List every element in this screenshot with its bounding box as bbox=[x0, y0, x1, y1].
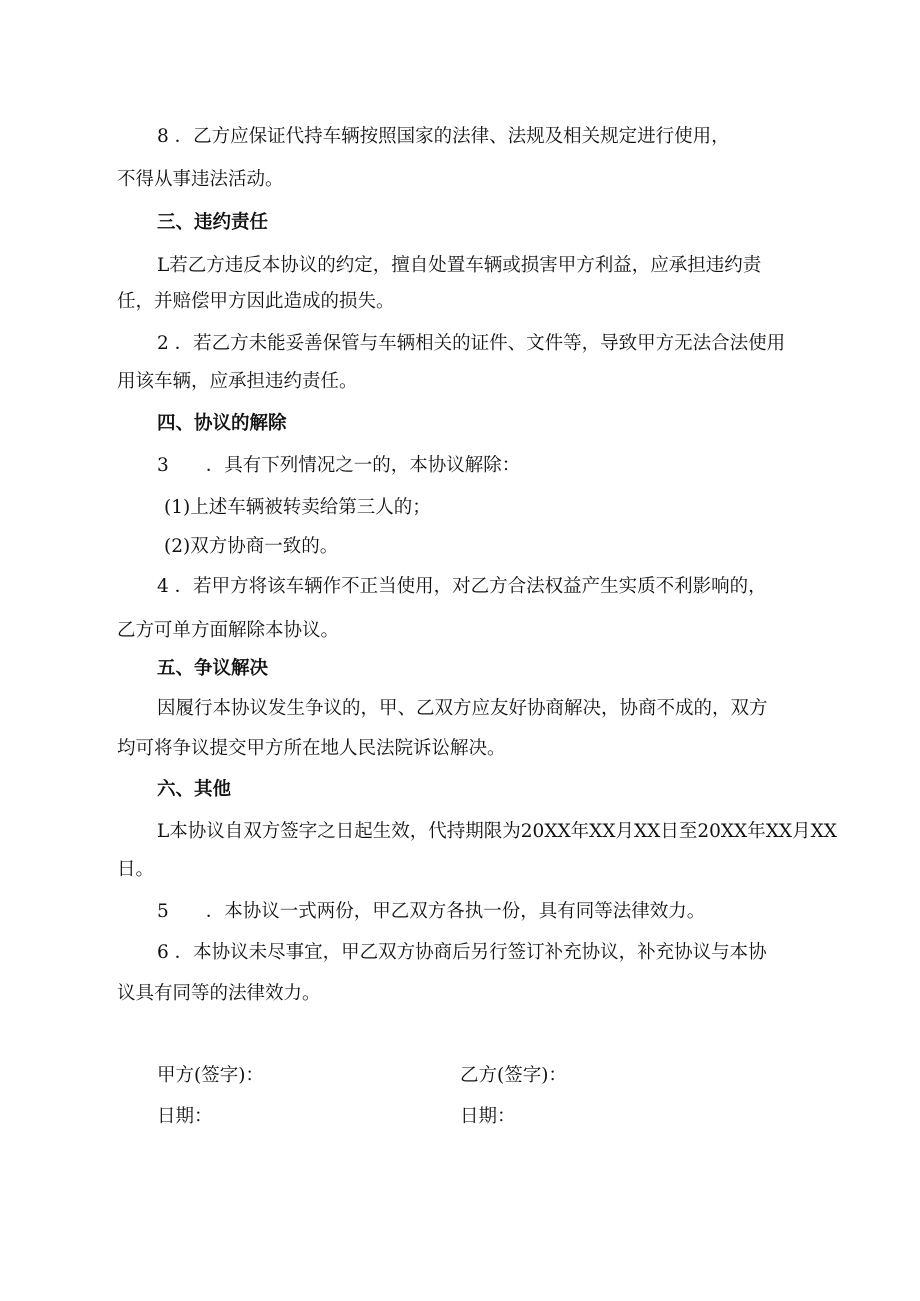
termination-condition-1: (1)上述车辆被转卖给第三人的； bbox=[164, 497, 431, 518]
section-heading-dispute: 五、争议解决 bbox=[157, 658, 269, 679]
breach-clause-2-line-1: 2 ．若乙方未能妥善保管与车辆相关的证件、文件等，导致甲方无法合法使用 bbox=[157, 333, 786, 354]
clause-8-line-1: 8 ．乙方应保证代持车辆按照国家的法律、法规及相关规定进行使用， bbox=[157, 126, 730, 147]
termination-clause-4-line-1: 4 ．若甲方将该车辆作不正当使用，对乙方合法权益产生实质不利影响的， bbox=[157, 576, 767, 597]
section-heading-termination: 四、协议的解除 bbox=[157, 413, 287, 434]
breach-clause-1-line-2: 任，并赔偿甲方因此造成的损失。 bbox=[117, 291, 395, 312]
other-clause-6-line-1: 6 ．本协议未尽事宜，甲乙双方协商后另行签订补充协议，补充协议与本协 bbox=[157, 942, 767, 963]
section-heading-other: 六、其他 bbox=[157, 779, 232, 800]
dispute-clause-line-1: 因履行本协议发生争议的，甲、乙双方应友好协商解决，协商不成的，双方 bbox=[157, 698, 768, 719]
other-clause-5: 5 ．本协议一式两份，甲乙双方各执一份，具有同等法律效力。 bbox=[157, 901, 706, 922]
party-a-date-label: 日期： bbox=[157, 1106, 213, 1127]
dispute-clause-line-2: 均可将争议提交甲方所在地人民法院诉讼解决。 bbox=[117, 738, 506, 759]
party-b-signature-label: 乙方(签字)： bbox=[460, 1065, 567, 1086]
other-clause-1-line-1: L本协议自双方签字之日起生效，代持期限为20XX年XX月XX日至20XX年XX月XX bbox=[157, 821, 837, 842]
termination-clause-3: 3 ．具有下列情况之一的，本协议解除： bbox=[157, 455, 521, 476]
other-clause-6-line-2: 议具有同等的法律效力。 bbox=[117, 983, 321, 1004]
termination-condition-2: (2)双方协商一致的。 bbox=[164, 536, 339, 557]
breach-clause-2-line-2: 用该车辆，应承担违约责任。 bbox=[117, 371, 358, 392]
clause-8-line-2: 不得从事违法活动。 bbox=[117, 169, 284, 190]
party-a-signature-label: 甲方(签字)： bbox=[157, 1065, 264, 1086]
termination-clause-4-line-2: 乙方可单方面解除本协议。 bbox=[117, 620, 340, 641]
party-b-date-label: 日期： bbox=[460, 1106, 516, 1127]
breach-clause-1-line-1: L若乙方违反本协议的约定，擅自处置车辆或损害甲方利益，应承担违约责 bbox=[157, 255, 762, 276]
section-heading-breach: 三、违约责任 bbox=[157, 212, 269, 233]
other-clause-1-line-2: 日。 bbox=[117, 859, 155, 880]
